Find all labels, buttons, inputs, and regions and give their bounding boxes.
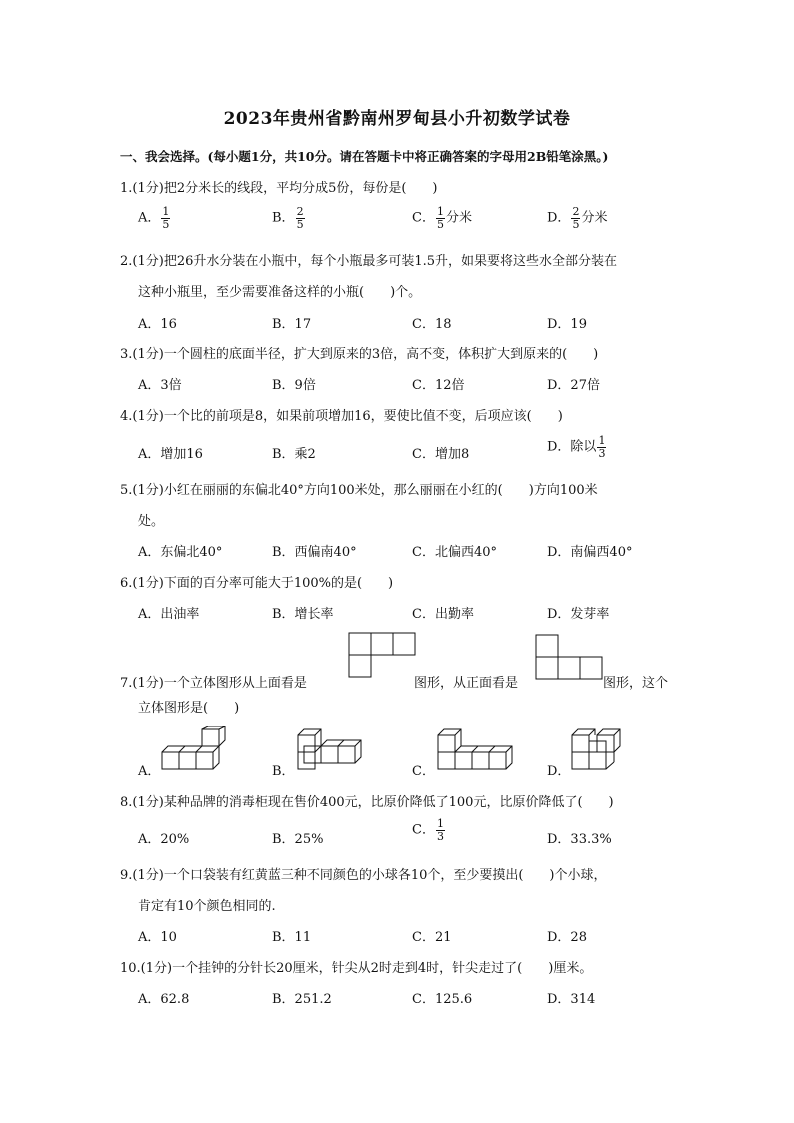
section-heading: 一、我会选择。(每小题1分，共10分。请在答题卡中将正确答案的字母用2B铅笔涂黑。) [120,149,609,164]
q1-option-a[interactable] [138,206,171,230]
q8-option-a[interactable]: A．20% [138,832,190,847]
question-2: 2.(1分)把26升水分装在小瓶中，每个小瓶最多可装1.5升，如果要将这些水全部分装在 [120,254,618,269]
unit: 分米 [445,210,472,226]
q4-option-b[interactable]: B．乘2 [272,447,316,462]
q3-option-c[interactable]: C．12倍 [412,378,465,393]
q2-option-a[interactable]: A．16 [138,317,177,332]
q7-option-a-figure [160,726,230,772]
q2-option-b[interactable]: B．17 [272,317,312,332]
q2-option-d[interactable]: D．19 [547,317,587,332]
question-7-cont: 立体图形是( ) [138,701,240,716]
question-4: 4.(1分)一个比的前项是8，如果前项增加16，要使比值不变，后项应该( ) [120,409,563,424]
option-label: A． [138,210,161,226]
question-2-cont: 这种小瓶里，至少需要准备这样的小瓶( )个。 [138,285,422,300]
q6-option-c[interactable]: C．出勤率 [412,607,474,622]
q1-option-d[interactable] [547,206,607,230]
q10-option-c[interactable]: C．125.6 [412,992,473,1007]
fraction: $\frac{1}{5}$ [436,205,444,231]
fraction: $\frac{1}{3}$ [436,817,444,843]
q7-option-b[interactable]: B． [272,764,295,779]
q5-option-b[interactable]: B．西偏南40° [272,545,357,560]
q8-option-d[interactable]: D．33.3% [547,832,612,847]
q9-option-d[interactable]: D．28 [547,930,587,945]
question-10: 10.(1分)一个挂钟的分针长20厘米，针尖从2时走到4时，针尖走过了( )厘米。 [120,961,593,976]
fraction: $\frac{1}{3}$ [598,434,606,460]
q7-option-c[interactable]: C． [412,764,435,779]
q5-option-a[interactable]: A．东偏北40° [138,545,223,560]
top-view-figure [348,632,418,680]
q7-option-d-figure [570,726,630,772]
q7-option-d[interactable]: D． [547,764,571,779]
q10-option-a[interactable]: A．62.8 [138,992,190,1007]
question-7-end: 图形，这个 [603,676,669,691]
q3-option-a[interactable]: A．3倍 [138,378,182,393]
q4-option-a[interactable]: A．增加16 [138,447,203,462]
option-label: D．除以 [547,439,597,455]
question-6: 6.(1分)下面的百分率可能大于100%的是( ) [120,576,394,591]
q8-option-c[interactable] [412,818,446,842]
q9-option-a[interactable]: A．10 [138,930,177,945]
fraction: $\frac{1}{5}$ [162,205,170,231]
q9-option-b[interactable]: B．11 [272,930,312,945]
question-7-mid: 图形，从正面看是 [414,676,519,691]
q1-option-b[interactable] [272,206,306,230]
q8-option-b[interactable]: B．25% [272,832,324,847]
fraction: $\frac{2}{5}$ [296,205,304,231]
option-label: D． [547,210,571,226]
q9-option-c[interactable]: C．21 [412,930,452,945]
q6-option-b[interactable]: B．增长率 [272,607,334,622]
fraction: $\frac{2}{5}$ [572,205,580,231]
q2-option-c[interactable]: C．18 [412,317,452,332]
q5-option-d[interactable]: D．南偏西40° [547,545,633,560]
option-label: B． [272,210,295,226]
q7-option-a[interactable]: A． [138,764,161,779]
q6-option-d[interactable]: D．发芽率 [547,607,610,622]
q4-option-c[interactable]: C．增加8 [412,447,470,462]
front-view-figure [535,634,605,682]
question-5-cont: 处。 [138,514,165,529]
q1-option-c[interactable] [412,206,472,230]
question-5: 5.(1分)小红在丽丽的东偏北40°方向100米处，那么丽丽在小红的( )方向100米 [120,483,598,498]
q10-option-d[interactable]: D．314 [547,992,596,1007]
unit: 分米 [581,210,608,226]
q6-option-a[interactable]: A．出油率 [138,607,200,622]
question-7: 7.(1分)一个立体图形从上面看是 [120,676,307,691]
q7-option-c-figure [436,726,516,772]
question-8: 8.(1分)某种品牌的消毒柜现在售价400元，比原价降低了100元，比原价降低了( ) [120,795,614,810]
q3-option-d[interactable]: D．27倍 [547,378,600,393]
question-3: 3.(1分)一个圆柱的底面半径，扩大到原来的3倍，高不变，体积扩大到原来的( ) [120,347,599,362]
q10-option-b[interactable]: B．251.2 [272,992,332,1007]
option-label: C． [412,822,435,838]
question-9: 9.(1分)一个口袋装有红黄蓝三种不同颜色的小球各10个，至少要摸出( )个小球， [120,868,607,883]
q4-option-d[interactable] [547,435,607,459]
question-9-cont: 肯定有10个颜色相同的. [138,899,276,914]
q7-option-b-figure [296,726,366,772]
q5-option-c[interactable]: C．北偏西40° [412,545,497,560]
q3-option-b[interactable]: B．9倍 [272,378,316,393]
option-label: C． [412,210,435,226]
page-title: 2023年贵州省黔南州罗甸县小升初数学试卷 [223,109,571,129]
question-1: 1.(1分)把2分米长的线段，平均分成5份，每份是( ) [120,181,438,196]
